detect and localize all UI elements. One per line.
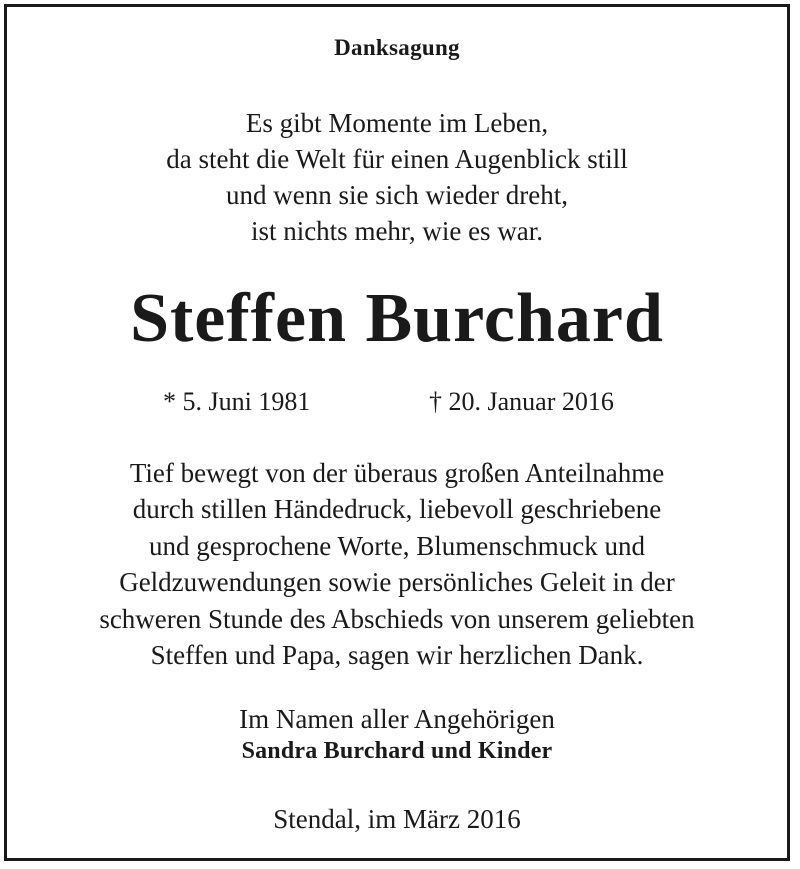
- message-line: schweren Stunde des Abschieds von unserem geliebten: [99, 603, 695, 634]
- closing-line: Im Namen aller Angehörigen: [239, 704, 555, 734]
- thank-you-message: [7, 455, 787, 673]
- message-line: Steffen und Papa, sagen wir herzlichen Dank.: [150, 640, 644, 671]
- poem-line: ist nichts mehr, wie es war.: [250, 216, 544, 246]
- message-line: Geldzuwendungen sowie persönliches Geleit in der: [119, 567, 675, 598]
- deceased-name: Steffen Burchard: [130, 280, 664, 357]
- poem-block: [7, 105, 787, 249]
- poem-line: und wenn sie sich wieder dreht,: [226, 180, 568, 210]
- death-date: † 20. Januar 2016: [429, 387, 614, 416]
- notice-border-frame: [4, 4, 790, 861]
- message-line: Tief bewegt von der überaus großen Anteilnahme: [129, 458, 665, 488]
- message-line: durch stillen Händedruck, liebevoll geschriebene: [132, 494, 662, 525]
- poem-line: Es gibt Momente im Leben,: [245, 108, 549, 138]
- notice-heading: Danksagung: [334, 35, 460, 60]
- poem-line: da steht die Welt für einen Augenblick still: [166, 144, 628, 174]
- place-and-date: Stendal, im März 2016: [273, 804, 521, 834]
- signature: Sandra Burchard und Kinder: [241, 738, 553, 764]
- message-line: und gesprochene Worte, Blumenschmuck und: [149, 530, 645, 561]
- birth-date: * 5. Juni 1981: [163, 387, 311, 416]
